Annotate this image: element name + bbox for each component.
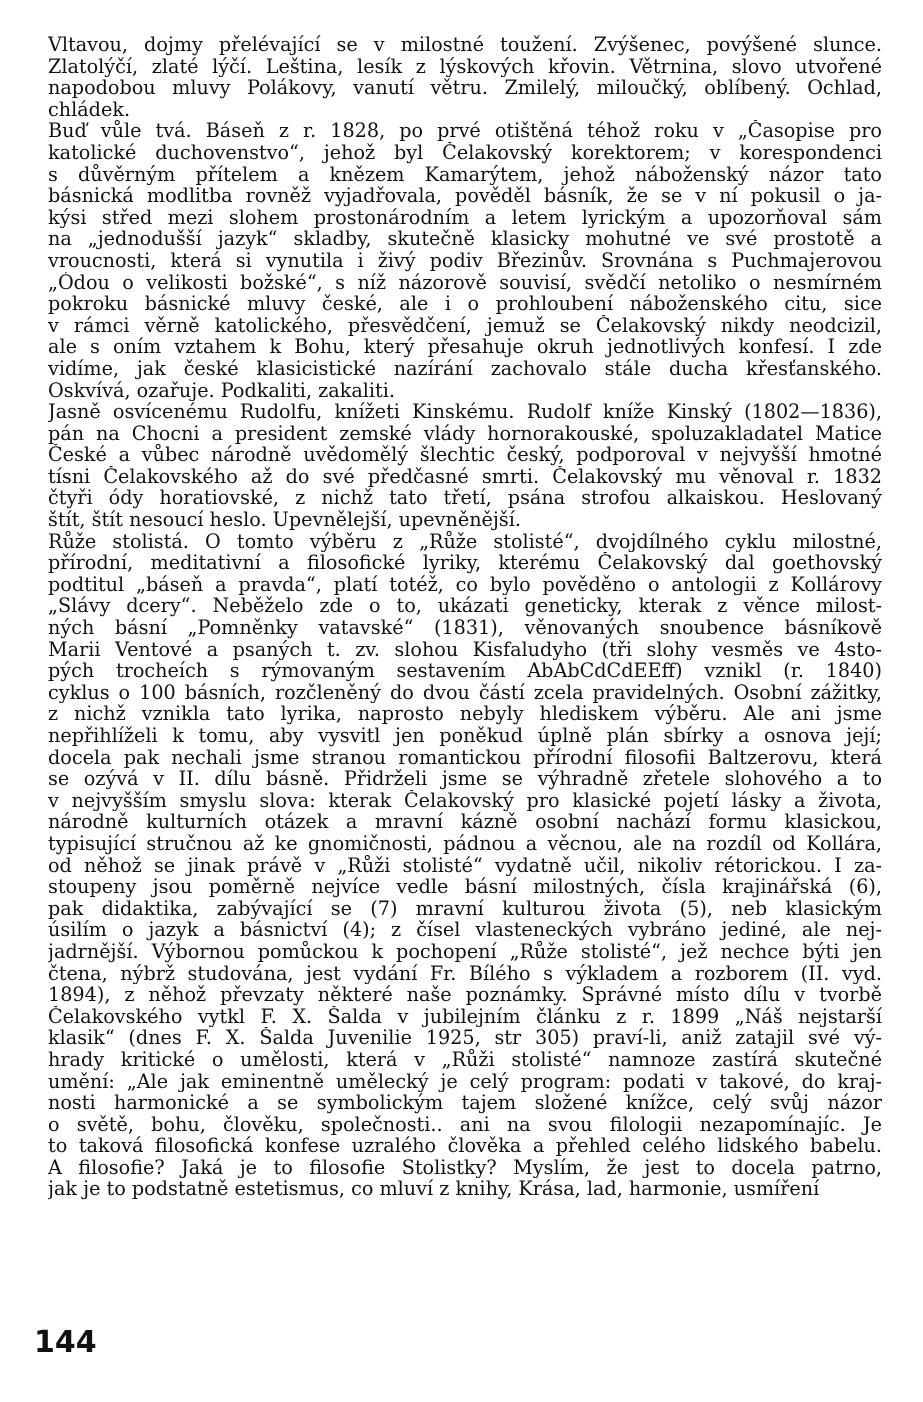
text-line: „Ódou o velikosti božské“, s níž názorově souvisí, svědčí netoliko o nesmírném <box>48 271 882 294</box>
text-line: štít, štít nesoucí heslo. Upevnělejší, upevněnější. <box>48 509 521 531</box>
text-line: kýsi střed mezi slohem prostonárodním a letem lyrickým a upozorňoval sám <box>48 206 882 229</box>
text-line: chládek. <box>48 98 131 121</box>
text-line: se ozývá v II. dílu básně. Přidrželi jsme se výhradně zřetele slohového a to <box>48 768 882 790</box>
text-line: napodobou mluvy Polákovy, vanutí větru. Zmilelý, miloučký, oblíbený. Ochlad, <box>48 77 882 99</box>
text-line: Zlatolýčí, zlaté lýčí. Leština, lesík z lýskových křovin. Větrnina, slovo utvořené <box>48 55 882 78</box>
text-line: pých trocheích s rýmovaným sestavením AbAbCdCdEEff) vznikl (r. 1840) <box>48 660 882 682</box>
page-number: 144 <box>34 1325 97 1360</box>
text-line: České a vůbec národně uvědomělý šlechtic český, podporoval v nejvyšší hmotné <box>48 444 882 466</box>
text-line: s důvěrným přítelem a knězem Kamarýtem, jehož náboženský názor tato <box>48 163 882 186</box>
text-line: podtitul „báseň a pravda“, platí totéž, co bylo pověděno o antologii z Kollárovy <box>48 573 882 596</box>
text-line: pokroku básnické mluvy české, ale i o prohloubení náboženského citu, sice <box>48 293 882 315</box>
text-line: A filosofie? Jaká je to filosofie Stolistky? Myslím, že jest to docela patrno, <box>48 1156 882 1179</box>
text-line: typisující stručnou až ke gnomičnosti, pádnou a věcnou, ale na rozdíl od Kollára, <box>48 832 882 855</box>
text-line: hrady kritické o umělosti, která v „Růži stolisté“ namnoze zastírá skutečné <box>48 1048 882 1071</box>
text-line: nepřihlíželi k tomu, aby vysvitl jen poněkud úplně plán sbírky a osnova její; <box>48 725 882 747</box>
text-line: to taková filosofická konfese uzralého člověka a přehled celého lidského babelu. <box>48 1135 882 1157</box>
text-line: pán na Chocni a president zemské vlády hornorakouské, spoluzakladatel Matice <box>48 422 882 445</box>
text-line: vidíme, jak české klasicistické nazírání zachovalo stále ducha křesťanského. <box>48 357 882 380</box>
text-line: pak didaktika, zabývající se (7) mravní kulturou života (5), neb klasickým <box>48 897 882 920</box>
text-line: vroucnosti, která si vynutila i živý podiv Březinův. Srovnána s Puchmajerovou <box>48 249 882 272</box>
text-line: cyklus o 100 básních, rozčleněný do dvou částí zcela pravidelných. Osobní zážitky, <box>48 681 882 704</box>
text-line: čtyři ódy horatiovské, z nichž tato třetí, psána strofou alkaiskou. Heslovaný <box>48 487 882 510</box>
text-line: jadrnější. Výbornou pomůckou k pochopení „Růže stolisté“, jež nechce býti jen <box>48 940 882 963</box>
text-line: nosti harmonické a se symbolickým tajem složené knížce, celý svůj názor <box>48 1092 882 1114</box>
text-line: v nejvyšším smyslu slova: kterak Čelakovský pro klasické pojetí lásky a života, <box>48 789 882 812</box>
text-line: o světě, bohu, člověku, společnosti.. ani na svou filologii nezapomínajíc. Je <box>48 1113 882 1136</box>
text-line: úsilím o jazyk a básnictví (4); z čísel vlasteneckých vybráno jediné, ale nej- <box>48 919 882 941</box>
text-line: „Slávy dcery“. Neběželo zde o to, ukázati geneticky, kterak z věnce milost- <box>48 595 882 618</box>
text-line: Buď vůle tvá. Báseň z r. 1828, po prvé otištěná téhož roku v „Časopise pro <box>48 120 882 142</box>
text-line: Vltavou, dojmy přelévající se v milostné toužení. Zvýšenec, povýšené slunce. <box>48 34 882 56</box>
text-line: docela pak nechali jsme stranou romantickou přírodní filosofii Baltzerovu, která <box>48 746 882 769</box>
text-line: klasik“ (dnes F. X. Šalda Juvenilie 1925, str 305) praví-li, aniž zatajil své vý- <box>48 1027 882 1049</box>
text-line: z nichž vznikla tato lyrika, naprosto nebyly hlediskem výběru. Ale ani jsme <box>48 703 882 725</box>
text-line: Čelakovského vytkl F. X. Šalda v jubilejním článku z r. 1899 „Náš nejstarší <box>48 1005 882 1028</box>
text-line: Oskvívá, ozařuje. Podkaliti, zakaliti. <box>48 379 395 402</box>
text-line: Jasně osvícenému Rudolfu, knížeti Kinskému. Rudolf kníže Kinský (1802—1836), <box>48 401 882 423</box>
text-line: v rámci věrně katolického, přesvědčení, jemuž se Čelakovský nikdy neodcizil, <box>48 314 882 337</box>
text-line: jak je to podstatně estetismus, co mluví z knihy, Krása, lad, harmonie, usmíření <box>48 1178 820 1201</box>
text-line: Marii Ventové a psaných t. zv. slohou Kisfaludyho (tři slohy vesměs ve 4sto- <box>48 638 882 661</box>
text-line: od něhož se jinak právě v „Růži stolisté“ vydatně učil, nikoliv rétorickou. I za- <box>48 854 882 877</box>
text-line: Růže stolistá. O tomto výběru z „Růže stolisté“, dvojdílného cyklu milostné, <box>48 530 882 553</box>
text-line: národně kulturních otázek a mravní kázně osobní nachází formu klasickou, <box>48 811 882 833</box>
text-line: ale s oním vztahem k Bohu, který přesahuje okruh jednotlivých konfesí. I zde <box>48 336 882 358</box>
text-line: básnická modlitba rovněž vyjadřovala, pověděl básník, že se v ní pokusil o ja- <box>48 185 882 207</box>
text-line: stoupeny jsou poměrně nejvíce vedle básní milostných, čísla krajinářská (6), <box>48 876 882 898</box>
text-line: na „jednodušší jazyk“ skladby, skutečně klasicky mohutné ve své prostotě a <box>48 228 882 250</box>
body-text <box>48 34 882 1200</box>
text-line: ných básní „Pomněnky vatavské“ (1831), věnovaných snoubence básníkově <box>48 617 882 639</box>
text-line: umění: „Ale jak eminentně umělecký je celý program: podati v takové, do kraj- <box>48 1070 882 1093</box>
text-line: tísni Čelakovského až do své předčasné smrti. Čelakovský mu věnoval r. 1832 <box>48 465 882 488</box>
text-line: přírodní, meditativní a filosofické lyriky, kterému Čelakovský dal goethovský <box>48 552 882 574</box>
text-line: čtena, nýbrž studována, jest vydání Fr. Bílého s výkladem a rozborem (II. vyd. <box>48 962 882 985</box>
text-line: katolické duchovenstvo“, jehož byl Čelakovský korektorem; v korespondenci <box>48 141 882 164</box>
text-line: 1894), z něhož převzaty některé naše poznámky. Správné místo dílu v tvorbě <box>48 984 882 1006</box>
